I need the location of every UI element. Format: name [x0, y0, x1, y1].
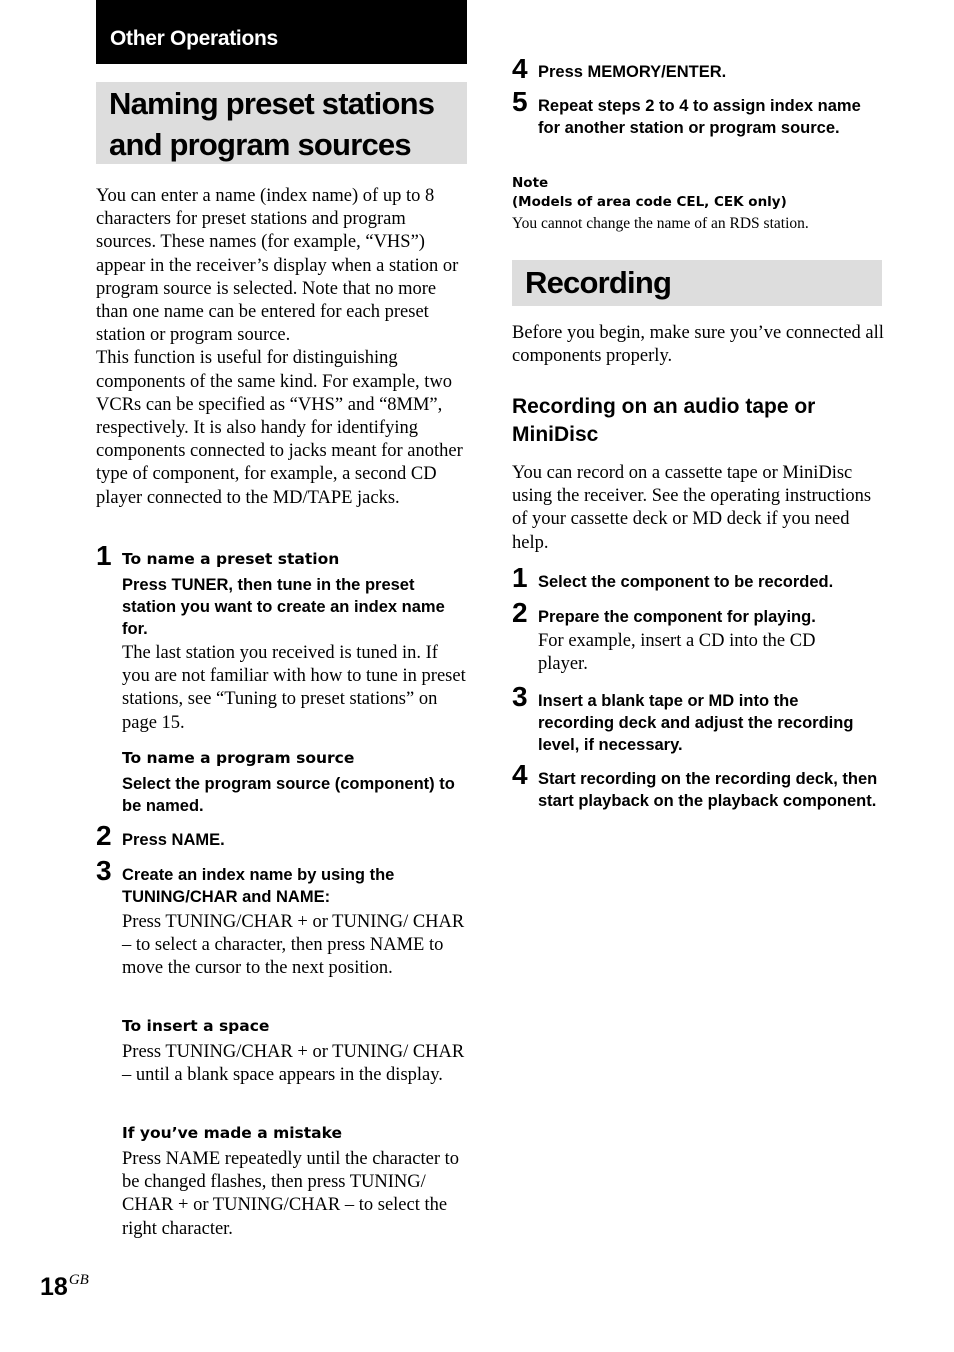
- rec-step1-instruction: Select the component to be recorded.: [538, 573, 834, 591]
- rec-step-number-4: 4: [512, 759, 528, 790]
- subhead-name-program-source: To name a program source: [122, 749, 355, 767]
- step-number-2: 2: [96, 820, 112, 851]
- section-tab: [96, 0, 467, 64]
- step1-instruction-preset: Press TUNER, then tune in the preset station you want to create an index name for.: [122, 576, 445, 638]
- note-text: You cannot change the name of an RDS station.: [512, 215, 809, 232]
- subhead-mistake: If you’ve made a mistake: [122, 1124, 343, 1142]
- step-number-1: 1: [96, 540, 112, 571]
- step5-instruction: Repeat steps 2 to 4 to assign index name for another station or program source.: [538, 97, 861, 137]
- section-tab-label: Other Operations: [110, 27, 278, 50]
- step-number-5: 5: [512, 86, 528, 117]
- page-number-suffix: GB: [68, 1272, 89, 1288]
- mistake-body: Press NAME repeatedly until the character to be changed flashes, then press TUNING/ CHAR + or TUNING/CHAR – to select the right character.: [122, 1149, 459, 1239]
- rec-step3-instruction: Insert a blank tape or MD into the recording deck and adjust the recording level, if necessary.: [538, 692, 854, 754]
- rec-step2-instruction: Prepare the component for playing.: [538, 608, 816, 626]
- step2-instruction: Press NAME.: [122, 831, 225, 849]
- rec-step4-instruction: Start recording on the recording deck, then start playback on the playback component.: [538, 770, 878, 810]
- rec-step-number-1: 1: [512, 562, 528, 593]
- recording-heading-label: Recording: [525, 265, 672, 300]
- subheading-audio-tape-minidisc: Recording on an audio tape or MiniDisc: [512, 395, 816, 446]
- rec-step2-body: For example, insert a CD into the CD player.: [538, 631, 816, 675]
- step4-instruction: Press MEMORY/ENTER.: [538, 63, 727, 81]
- heading-line-1: Naming preset stations: [109, 86, 435, 121]
- insert-space-body: Press TUNING/CHAR + or TUNING/ CHAR – until a blank space appears in the display.: [122, 1042, 465, 1086]
- page-number: [40, 1272, 89, 1302]
- step-number-3: 3: [96, 855, 112, 886]
- heading-line-2: and program sources: [109, 127, 411, 162]
- heading-naming-preset-stations: [96, 82, 467, 164]
- rec-step-number-3: 3: [512, 681, 528, 712]
- step3-instruction: Create an index name by using the TUNING/CHAR and NAME:: [122, 866, 395, 906]
- step-number-4: 4: [512, 53, 528, 84]
- intro-text: [96, 185, 468, 510]
- subhead-insert-space: To insert a space: [122, 1017, 270, 1035]
- intro-paragraph-2: This function is useful for distinguishing components of the same kind. For example, two VCRs can be specified as “VHS” and “8MM”, respectively. It is also handy for identifying components connected to jacks meant for another type of component, for example, a second CD player connected to the MD/TAPE jacks.: [96, 348, 463, 508]
- step1-body-preset: The last station you received is tuned in. If you are not familiar with how to tune in preset stations, see “Tuning to preset stations” on page 15.: [122, 643, 466, 733]
- heading-recording: [512, 260, 882, 306]
- subhead-name-preset-station: To name a preset station: [122, 550, 340, 568]
- audio-tape-intro: You can record on a cassette tape or MiniDisc using the receiver. See the operating instructions of your cassette deck or MD deck if you need help.: [512, 463, 872, 553]
- note-label: Note: [512, 175, 549, 191]
- rec-step-number-2: 2: [512, 597, 528, 628]
- step1-instruction-program: Select the program source (component) to be named.: [122, 775, 455, 815]
- page-number-value: 18: [40, 1273, 68, 1301]
- step3-body: Press TUNING/CHAR + or TUNING/ CHAR – to select a character, then press NAME to move the cursor to the next position.: [122, 912, 465, 979]
- intro-paragraph-1: You can enter a name (index name) of up to 8 characters for preset stations and program sources. These names (for example, “VHS”) appear in the receiver’s display when a station or program source is selected. Note that no more than one name can be entered for each preset station or program source.: [96, 186, 459, 346]
- note-models: (Models of area code CEL, CEK only): [512, 194, 787, 210]
- recording-intro: Before you begin, make sure you’ve connected all components properly.: [512, 323, 884, 367]
